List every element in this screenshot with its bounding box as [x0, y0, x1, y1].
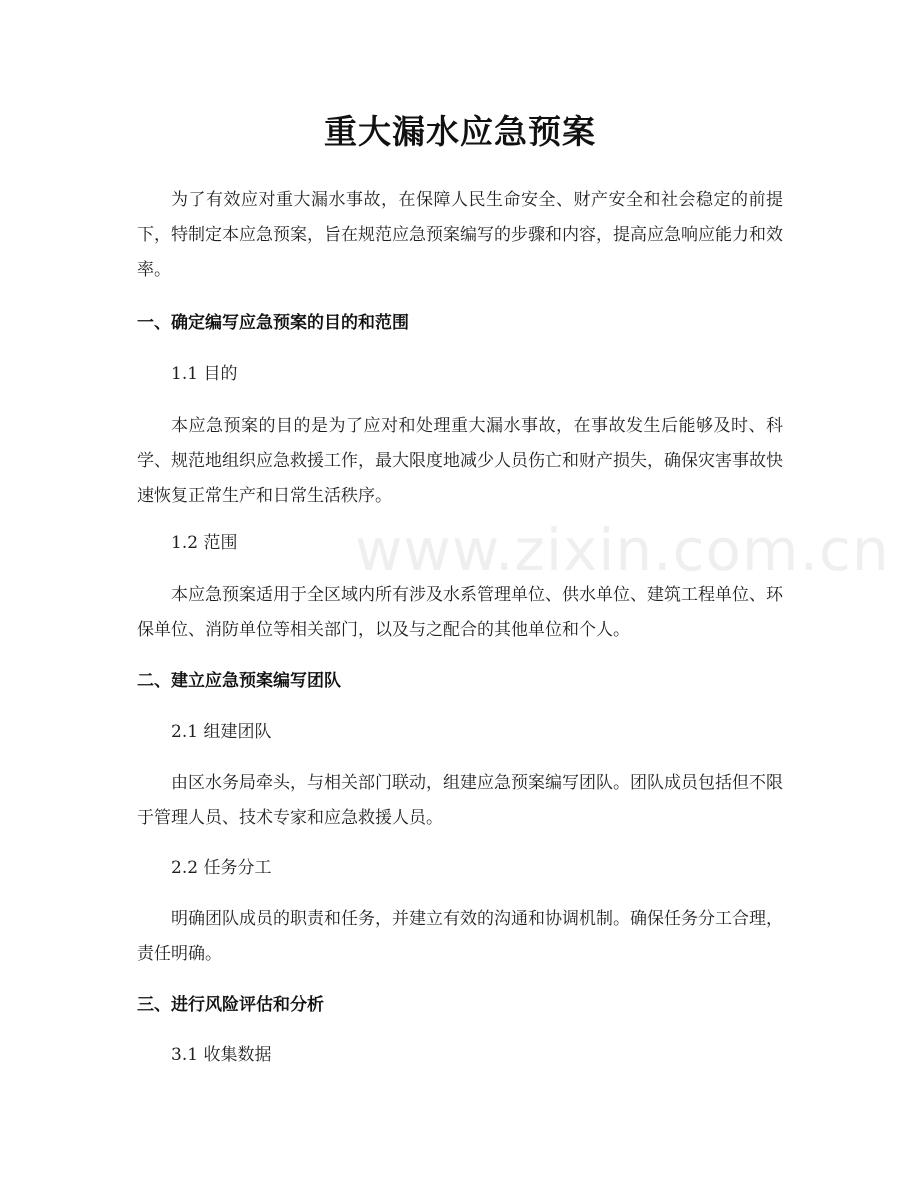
subsection-body-2-1: 由区水务局牵头，与相关部门联动，组建应急预案编写团队。团队成员包括但不限于管理人员、技术专家和应急救援人员。 [137, 773, 783, 828]
intro-paragraph: 为了有效应对重大漏水事故，在保障人民生命安全、财产安全和社会稳定的前提下，特制定本应急预案，旨在规范应急预案编写的步骤和内容，提高应急响应能力和效率。 [137, 190, 783, 280]
section-heading-3: 三、进行风险评估和分析 [137, 995, 324, 1015]
subsection-body-1-2: 本应急预案适用于全区域内所有涉及水系管理单位、供水单位、建筑工程单位、环保单位、消防单位等相关部门，以及与之配合的其他单位和个人。 [137, 585, 783, 640]
subsection-heading-2-2: 2.2 任务分工 [171, 858, 272, 878]
document-title: 重大漏水应急预案 [324, 112, 596, 151]
watermark: www.zixin.com.cn [355, 516, 890, 584]
subsection-body-2-2: 明确团队成员的职责和任务，并建立有效的沟通和协调机制。确保任务分工合理，责任明确。 [137, 909, 783, 964]
subsection-heading-3-1: 3.1 收集数据 [171, 1045, 272, 1065]
subsection-heading-1-2: 1.2 范围 [171, 533, 238, 553]
section-heading-2: 二、建立应急预案编写团队 [137, 671, 341, 691]
subsection-heading-2-1: 2.1 组建团队 [171, 722, 272, 742]
subsection-body-1-1: 本应急预案的目的是为了应对和处理重大漏水事故，在事故发生后能够及时、科学、规范地组织应急救援工作，最大限度地减少人员伤亡和财产损失，确保灾害事故快速恢复正常生产和日常生活秩序。 [137, 416, 783, 506]
section-heading-1: 一、确定编写应急预案的目的和范围 [137, 313, 409, 333]
subsection-heading-1-1: 1.1 目的 [171, 364, 238, 384]
